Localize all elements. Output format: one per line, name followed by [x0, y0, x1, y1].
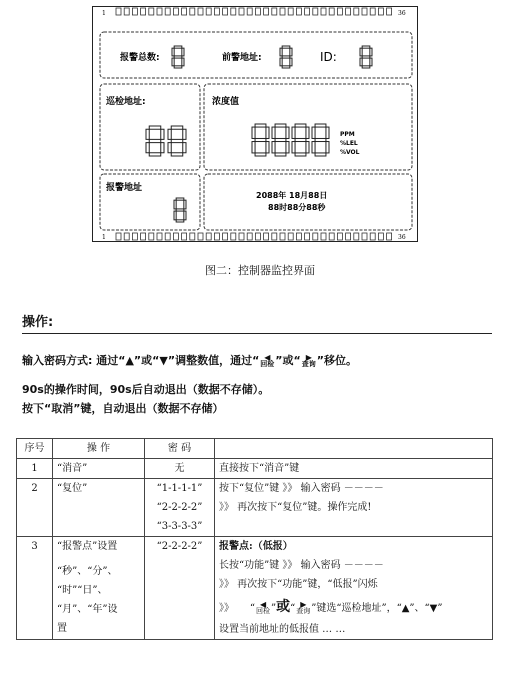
lcd-time-line: 88时88分88秒 [268, 203, 326, 212]
row2-op: “复位” [57, 483, 88, 494]
lcd-unit-ppm: PPM [340, 131, 355, 138]
row3-op2: “秒”、“分”、 [57, 566, 118, 577]
row1-desc: 直接按下“消音”键 [219, 463, 300, 474]
back-key-icon: ◀ 回检 [256, 600, 271, 615]
row1-op: “消音” [57, 463, 88, 474]
lcd-unit-vol: %VOL [340, 149, 360, 156]
lcd-pin-left-label: 1 [102, 10, 106, 17]
cancel-line: 按下“取消”键，自动退出（数据不存储） [22, 402, 224, 415]
header-no: 序号 [24, 443, 45, 454]
section-heading: 操作: [22, 315, 54, 330]
lcd-patrol-label: 巡检地址: [106, 97, 146, 107]
lcd-pin-right-label: 36 [398, 10, 406, 17]
row3-d1: 报警点:（低报） [219, 541, 293, 552]
row3-op4: “月”、“年”设 [57, 604, 118, 615]
lcd-alarm-total-label: 报警总数: [120, 53, 160, 63]
row1-no: 1 [31, 463, 38, 474]
table-row [17, 459, 493, 479]
row3-op5: 置 [57, 623, 67, 634]
lcd-front-alarm-label: 前警地址: [222, 53, 262, 63]
row3-pw: “2-2-2-2” [156, 541, 203, 552]
row2-no: 2 [31, 483, 38, 494]
query-key-icon: ▶ 查询 [301, 353, 316, 368]
row3-d2: 长按“功能”键 》》 输入密码 －－－－ [219, 560, 384, 571]
row3-d5: 设置当前地址的低报值 … … [219, 624, 346, 635]
lcd-alarm-addr-label: 报警地址 [106, 183, 143, 193]
row2-desc1: 按下“复位”键 》》 输入密码 －－－－ [219, 483, 384, 494]
header-password: 密 码 [167, 443, 192, 454]
lcd-pin-right-label-bottom: 36 [398, 234, 406, 241]
lcd-unit-lel: %LEL [340, 140, 358, 147]
header-description [219, 439, 488, 458]
row1-pw: 无 [174, 463, 185, 474]
row2-pw2: “2-2-2-2” [156, 502, 203, 513]
row3-d4: 》》 “ ◀ 回检”或“ ▶ 查询”键选“巡检地址”，“▲”、“▼” [219, 599, 443, 615]
lcd-id-label: ID: [320, 50, 337, 64]
lcd-panel [92, 6, 418, 242]
lcd-date-line: 2088年 18月88日 [256, 191, 328, 200]
figure-caption: 图二：控制器监控界面 [205, 264, 315, 277]
table-row [17, 479, 493, 537]
row2-pw3: “3-3-3-3” [156, 521, 203, 532]
password-method-line: 输入密码方式: 通过“▲”或“▼”调整数值，通过“ ◀ 回检”或“ ▶ 查询”移位。 [22, 353, 357, 368]
section-divider [22, 333, 492, 334]
row2-desc2: 》》 再次按下“复位”键。操作完成! [219, 502, 372, 513]
table-row [17, 537, 493, 640]
lcd-pin-left-label-bottom: 1 [102, 234, 106, 241]
row3-no: 3 [31, 541, 38, 552]
operation-table [16, 438, 493, 640]
header-operation: 操 作 [86, 443, 111, 454]
table-header-row [17, 439, 493, 459]
row3-d3: 》》 再次按下“功能”键，“低报”闪烁 [219, 579, 378, 590]
back-key-icon: ◀ 回检 [260, 353, 275, 368]
row3-op1: “报警点”设置 [57, 541, 118, 552]
lcd-concentration-label: 浓度值 [212, 97, 240, 107]
timeout-line: 90s的操作时间，90s后自动退出（数据不存储）。 [22, 383, 270, 396]
row2-pw1: “1-1-1-1” [156, 483, 203, 494]
row3-op3: “时”“日”、 [57, 585, 108, 596]
query-key-icon: ▶ 查询 [296, 600, 311, 615]
